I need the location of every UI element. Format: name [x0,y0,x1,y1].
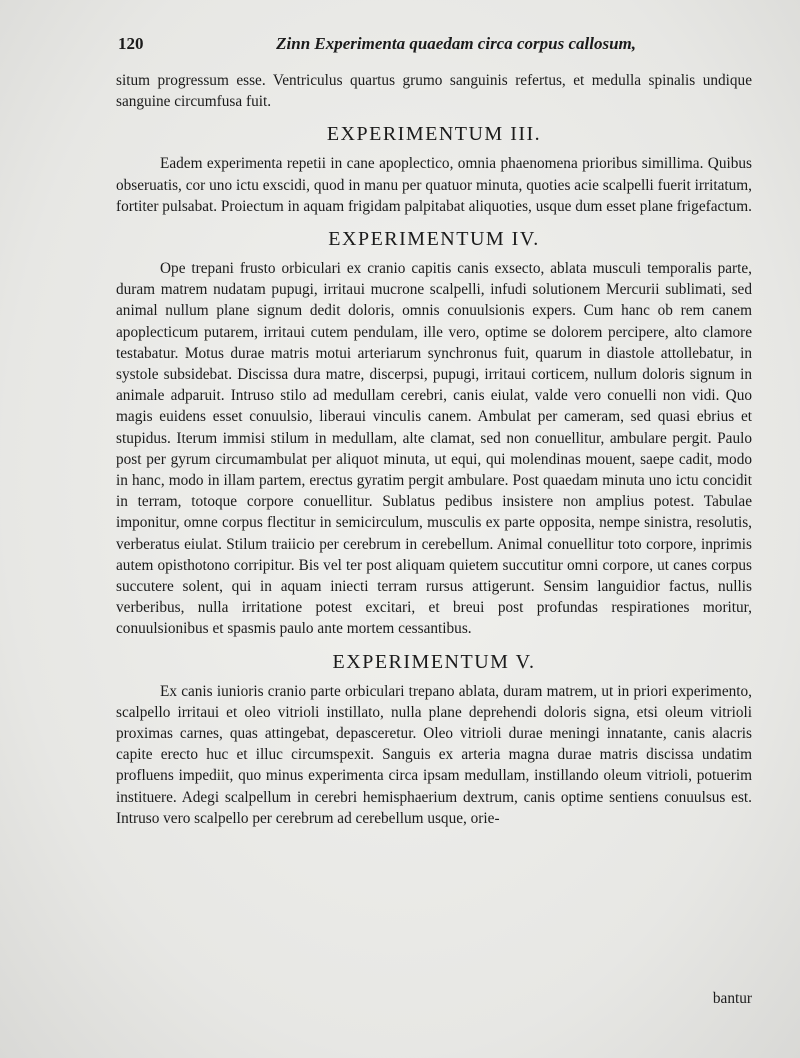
section-text-experimentum-v: Ex canis iunioris cranio parte orbiculari trepano ablata, duram matrem, ut in priori experimento, scalpello irritaui et oleo vitrioli instillato, nulla plane deprehendi doloris signa, etsi oleum vitrioli proximas carnes, quas attingebat, depasceretur. Oleo vitrioli durae meningi innatante, canis alacris capite erecto huc et illuc circumspexit. Sanguis ex arteria magna durae matris discissa undatim profluens impediit, quo minus experimenta circa ipsam medullam, instillando oleum vitrioli, potuerim instituere. Adegi scalpellum in cerebri hemisphaerium dextrum, canis optime sentiens conuulsus est. Intruso vero scalpello per cerebrum ad cerebellum usque, orie- [116,682,752,827]
section-text-experimentum-iii: Eadem experimenta repetii in cane apoplectico, omnia phaenomena prioribus simillima. Quibus obseruatis, cor uno ictu exscidi, quod in manu per quatuor minuta, quoties acie scalpelli fuerit irritatum, fortiter pulsabat. Proiectum in aquam frigidam palpitabat aliquoties, usque dum esset plane frigefactum. [116,155,752,215]
running-head [118,34,636,58]
continuation-paragraph: situm progressum esse. Ventriculus quartus grumo sanguinis refertus, et medulla spinalis undique sanguine circumfusa fuit. [116,72,752,111]
section-text-experimentum-iv: Ope trepani frusto orbiculari ex cranio capitis canis exsecto, ablata musculi temporalis parte, duram matrem nudatam pupugi, irritaui mucrone scalpelli, infudi solutionem Mercurii sublimati, sed animal nullum plane signum dedit doloris, omnis conuulsionis expers. Cum hanc ob rem canem apoplecticum putarem, irritaui cutem pendulam, ille vero, optime se dolorem percipere, alto clamore testabatur. Motus durae matris motui arteriarum synchronus fuit, quarum in diastole attollebatur, in systole subsidebat. Discissa dura matre, discerpsi, pupugi, irritaui corticem, nullum doloris signum in animale adparuit. Intruso stilo ad medullam cerebri, canis eiulat, valde vero conuelli non vidi. Quo magis euidens esset conuulsio, liberaui vinculis canem. Ambulat per cameram, sed quasi ebrius et stupidus. Iterum immisi stilum in medullam, alte clamat, sed non conuellitur, ambulare pergit. Paulo post per gyrum circumambulat per aliquot minuta, ut equi, qui molendinas mouent, saepe cadit, modo in hanc, modo in illam partem, erectus gyratim pergit ambulare. Post quaedam minuta uno ictu concidit in terram, totoque corpore conuellitur. Sublatus pedibus insistere non amplius potest. Tabulae imponitur, omne corpus flectitur in semicirculum, musculis ex parte opposita, nempe sinistra, resolutis, verberatus eiulat. Stilum traiicio per cerebrum in cerebellum. Animal conuellitur toto corpore, inprimis autem opisthotono corripitur. Bis vel ter post aliquam quietem succutitur omni corpore, ut canes corpus succutere solent, qui in aquam iniecti terram rursus attigerunt. Sensim languidior factus, nullis verberibus, nulla irritatione potest excitari, et breui post profundas respirationes moritur, conuulsionibus et spasmis paulo ante mortem cessantibus. [116,260,752,638]
section-heading-experimentum-iv: EXPERIMENTUM IV. [328,228,540,251]
running-title: Zinn Experimenta quaedam circa corpus callosum, [276,34,636,53]
page-number: 120 [118,34,144,53]
section-heading-experimentum-iii: EXPERIMENTUM III. [326,123,542,146]
section-heading-experimentum-v: EXPERIMENTUM V. [332,650,536,673]
page-body [116,70,752,829]
catchword: bantur [712,990,752,1007]
